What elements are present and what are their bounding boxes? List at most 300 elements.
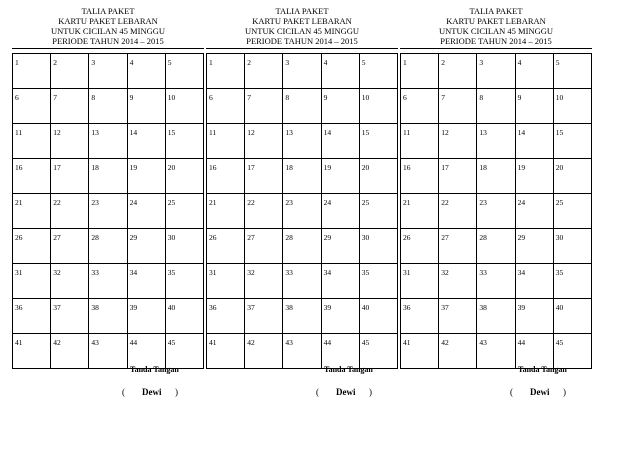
grid-row <box>13 229 204 264</box>
week-number: 25 <box>361 198 370 207</box>
grid-row <box>207 89 398 124</box>
week-number: 13 <box>91 128 99 137</box>
grid-row <box>13 194 204 229</box>
week-cell <box>127 264 165 299</box>
week-cell <box>89 124 127 159</box>
grid-row <box>401 194 592 229</box>
week-number: 29 <box>129 233 138 242</box>
week-cell <box>553 334 591 369</box>
header-line-3: UNTUK CICILAN 45 MINGGU <box>50 26 166 36</box>
week-cell <box>439 194 477 229</box>
week-number: 2 <box>247 58 251 67</box>
week-number: 8 <box>479 93 484 102</box>
week-cell <box>245 159 283 194</box>
header-line-2: KARTU PAKET LEBARAN <box>252 16 352 26</box>
week-cell <box>245 334 283 369</box>
week-number: 25 <box>167 198 176 207</box>
week-number: 44 <box>129 338 138 347</box>
grid-row <box>207 229 398 264</box>
week-cell <box>439 229 477 264</box>
week-cell <box>477 194 515 229</box>
week-number: 14 <box>517 128 526 137</box>
week-number: 39 <box>517 303 526 312</box>
week-cell <box>515 334 553 369</box>
grid-row <box>207 159 398 194</box>
grid-row <box>401 334 592 369</box>
grid-row <box>13 54 204 89</box>
week-cell <box>127 124 165 159</box>
week-cell <box>553 264 591 299</box>
week-number: 14 <box>129 128 138 137</box>
week-number: 20 <box>555 163 564 172</box>
week-number: 24 <box>517 198 526 207</box>
paren-open: ( <box>510 387 513 397</box>
week-cell <box>127 194 165 229</box>
week-number: 28 <box>285 233 293 242</box>
week-number: 40 <box>167 303 176 312</box>
week-cell <box>51 299 89 334</box>
week-number: 17 <box>53 163 61 172</box>
week-number: 18 <box>479 163 487 172</box>
paren-open: ( <box>316 387 319 397</box>
grid-row <box>401 299 592 334</box>
week-cell <box>165 124 203 159</box>
paren-close: ) <box>563 387 566 397</box>
header-line-4: PERIODE TAHUN 2014 – 2015 <box>246 36 358 46</box>
week-cell <box>553 229 591 264</box>
week-number: 40 <box>555 303 564 312</box>
week-number: 37 <box>53 303 61 312</box>
week-number: 22 <box>247 198 255 207</box>
week-cell <box>401 89 439 124</box>
week-number: 17 <box>247 163 255 172</box>
week-number: 32 <box>247 268 255 277</box>
week-cell <box>321 264 359 299</box>
week-number: 4 <box>323 58 328 67</box>
week-number: 42 <box>441 338 449 347</box>
week-number: 35 <box>555 268 564 277</box>
week-number: 45 <box>167 338 176 347</box>
week-cell <box>401 194 439 229</box>
week-cell <box>515 54 553 89</box>
week-cell <box>207 159 245 194</box>
header-line-4: PERIODE TAHUN 2014 – 2015 <box>440 36 552 46</box>
week-cell <box>359 299 397 334</box>
week-cell <box>401 264 439 299</box>
week-cell <box>401 124 439 159</box>
grid-row <box>401 159 592 194</box>
grid-row <box>401 264 592 299</box>
week-cell <box>477 124 515 159</box>
week-number: 1 <box>403 58 407 67</box>
week-cell <box>477 299 515 334</box>
week-number: 44 <box>517 338 526 347</box>
grid-row <box>13 89 204 124</box>
week-cell <box>13 229 51 264</box>
week-cell <box>207 229 245 264</box>
header-line-3: UNTUK CICILAN 45 MINGGU <box>244 26 360 36</box>
week-number: 15 <box>361 128 370 137</box>
week-number: 1 <box>15 58 19 67</box>
week-cell <box>283 89 321 124</box>
week-cell <box>51 54 89 89</box>
grid-row <box>207 334 398 369</box>
week-cell <box>165 159 203 194</box>
week-cell <box>359 124 397 159</box>
week-cell <box>283 334 321 369</box>
grid-row <box>401 124 592 159</box>
week-cell <box>283 54 321 89</box>
week-number: 37 <box>441 303 449 312</box>
week-cell <box>477 334 515 369</box>
week-number: 41 <box>209 338 217 347</box>
week-cell <box>13 264 51 299</box>
week-number: 33 <box>91 268 99 277</box>
header-underline <box>206 48 398 49</box>
week-cell <box>127 334 165 369</box>
week-number: 39 <box>323 303 332 312</box>
week-cell <box>321 89 359 124</box>
week-number: 10 <box>555 93 564 102</box>
week-number: 25 <box>555 198 564 207</box>
week-number: 33 <box>479 268 487 277</box>
week-cell <box>89 334 127 369</box>
week-cell <box>401 159 439 194</box>
week-number: 15 <box>167 128 176 137</box>
week-cell <box>13 89 51 124</box>
week-cell <box>401 334 439 369</box>
week-number: 12 <box>441 128 449 137</box>
week-number: 30 <box>361 233 370 242</box>
week-cell <box>439 334 477 369</box>
week-cell <box>245 54 283 89</box>
week-cell <box>359 159 397 194</box>
week-cell <box>477 54 515 89</box>
week-number: 7 <box>247 93 251 102</box>
week-cell <box>127 89 165 124</box>
card-header <box>12 6 204 46</box>
week-number: 41 <box>15 338 23 347</box>
week-number: 24 <box>323 198 332 207</box>
week-number: 16 <box>15 163 23 172</box>
week-number: 7 <box>441 93 445 102</box>
week-number: 16 <box>209 163 217 172</box>
week-cell <box>283 229 321 264</box>
week-cell <box>165 194 203 229</box>
week-cell <box>283 264 321 299</box>
week-number: 38 <box>285 303 293 312</box>
week-cell <box>13 159 51 194</box>
week-number: 5 <box>167 58 172 67</box>
week-cell <box>127 54 165 89</box>
signature-label: Tanda Tangan <box>130 365 179 374</box>
week-cell <box>515 264 553 299</box>
week-grid <box>400 53 592 369</box>
signature-label: Tanda Tangan <box>518 365 567 374</box>
week-number: 6 <box>403 93 407 102</box>
week-number: 43 <box>91 338 99 347</box>
week-number: 36 <box>15 303 23 312</box>
week-number: 43 <box>479 338 487 347</box>
week-number: 23 <box>479 198 487 207</box>
week-cell <box>321 229 359 264</box>
signer-name: Dewi <box>336 387 356 397</box>
week-number: 30 <box>167 233 176 242</box>
week-cell <box>553 124 591 159</box>
header-line-2: KARTU PAKET LEBARAN <box>58 16 158 26</box>
week-cell <box>245 194 283 229</box>
week-cell <box>359 229 397 264</box>
week-cell <box>401 54 439 89</box>
week-number: 2 <box>53 58 57 67</box>
week-number: 19 <box>323 163 332 172</box>
week-number: 9 <box>517 93 522 102</box>
week-cell <box>165 334 203 369</box>
week-number: 4 <box>129 58 134 67</box>
week-number: 22 <box>441 198 449 207</box>
week-number: 3 <box>479 58 484 67</box>
week-cell <box>439 54 477 89</box>
week-cell <box>321 334 359 369</box>
week-number: 23 <box>285 198 293 207</box>
grid-row <box>13 299 204 334</box>
grid-row <box>13 334 204 369</box>
week-cell <box>553 54 591 89</box>
week-cell <box>127 159 165 194</box>
week-cell <box>439 124 477 159</box>
week-number: 9 <box>129 93 134 102</box>
week-number: 33 <box>285 268 293 277</box>
grid-row <box>207 194 398 229</box>
grid-row <box>207 124 398 159</box>
week-number: 35 <box>361 268 370 277</box>
header-line-1: TALIA PAKET <box>81 6 135 16</box>
week-number: 2 <box>441 58 445 67</box>
week-cell <box>13 334 51 369</box>
week-number: 27 <box>247 233 255 242</box>
week-cell <box>51 124 89 159</box>
week-cell <box>165 229 203 264</box>
week-cell <box>207 89 245 124</box>
week-number: 26 <box>15 233 23 242</box>
paren-close: ) <box>369 387 372 397</box>
week-number: 39 <box>129 303 138 312</box>
week-number: 27 <box>441 233 449 242</box>
week-number: 42 <box>247 338 255 347</box>
grid-row <box>401 229 592 264</box>
week-number: 32 <box>441 268 449 277</box>
week-number: 13 <box>479 128 487 137</box>
week-cell <box>283 194 321 229</box>
week-cell <box>207 299 245 334</box>
week-cell <box>321 159 359 194</box>
signer-name: Dewi <box>530 387 550 397</box>
week-cell <box>89 229 127 264</box>
week-cell <box>51 89 89 124</box>
week-number: 24 <box>129 198 138 207</box>
week-number: 12 <box>53 128 61 137</box>
week-cell <box>13 54 51 89</box>
week-number: 28 <box>91 233 99 242</box>
week-cell <box>13 194 51 229</box>
week-cell <box>89 264 127 299</box>
paren-close: ) <box>175 387 178 397</box>
week-cell <box>477 264 515 299</box>
week-number: 11 <box>15 128 23 137</box>
week-number: 10 <box>167 93 176 102</box>
grid-row <box>207 264 398 299</box>
week-cell <box>477 229 515 264</box>
signer-name: Dewi <box>142 387 162 397</box>
week-cell <box>51 194 89 229</box>
week-cell <box>89 159 127 194</box>
week-cell <box>207 194 245 229</box>
week-number: 20 <box>361 163 370 172</box>
header-line-4: PERIODE TAHUN 2014 – 2015 <box>52 36 164 46</box>
week-number: 42 <box>53 338 61 347</box>
week-number: 32 <box>53 268 61 277</box>
week-number: 19 <box>517 163 526 172</box>
header-underline <box>12 48 204 49</box>
week-number: 45 <box>555 338 564 347</box>
week-number: 17 <box>441 163 449 172</box>
header-line-3: UNTUK CICILAN 45 MINGGU <box>438 26 554 36</box>
week-cell <box>359 264 397 299</box>
week-number: 38 <box>479 303 487 312</box>
week-cell <box>89 299 127 334</box>
week-cell <box>553 299 591 334</box>
week-cell <box>165 299 203 334</box>
week-number: 31 <box>15 268 23 277</box>
week-cell <box>515 299 553 334</box>
week-number: 19 <box>129 163 138 172</box>
week-number: 3 <box>285 58 290 67</box>
week-number: 10 <box>361 93 370 102</box>
week-number: 38 <box>91 303 99 312</box>
week-number: 6 <box>15 93 19 102</box>
week-cell <box>89 194 127 229</box>
week-cell <box>283 299 321 334</box>
week-cell <box>515 229 553 264</box>
week-number: 34 <box>323 268 332 277</box>
week-number: 12 <box>247 128 255 137</box>
week-number: 8 <box>91 93 96 102</box>
week-number: 45 <box>361 338 370 347</box>
week-number: 37 <box>247 303 255 312</box>
week-cell <box>89 54 127 89</box>
week-cell <box>401 229 439 264</box>
week-cell <box>51 159 89 194</box>
week-number: 5 <box>361 58 366 67</box>
week-cell <box>477 89 515 124</box>
week-number: 5 <box>555 58 560 67</box>
week-cell <box>515 89 553 124</box>
week-number: 11 <box>403 128 411 137</box>
week-cell <box>401 299 439 334</box>
week-cell <box>515 159 553 194</box>
week-cell <box>13 299 51 334</box>
week-cell <box>359 334 397 369</box>
week-cell <box>89 89 127 124</box>
week-number: 29 <box>517 233 526 242</box>
week-number: 4 <box>517 58 522 67</box>
week-cell <box>245 124 283 159</box>
week-cell <box>283 124 321 159</box>
week-cell <box>165 264 203 299</box>
week-cell <box>51 229 89 264</box>
week-cell <box>359 89 397 124</box>
week-number: 31 <box>209 268 217 277</box>
week-cell <box>51 264 89 299</box>
week-cell <box>207 334 245 369</box>
week-number: 28 <box>479 233 487 242</box>
week-number: 7 <box>53 93 57 102</box>
week-cell <box>477 159 515 194</box>
week-number: 44 <box>323 338 332 347</box>
week-cell <box>245 299 283 334</box>
card-header <box>206 6 398 46</box>
week-cell <box>245 229 283 264</box>
week-number: 18 <box>91 163 99 172</box>
week-cell <box>515 194 553 229</box>
grid-row <box>401 54 592 89</box>
week-number: 8 <box>285 93 290 102</box>
week-cell <box>283 159 321 194</box>
week-number: 6 <box>209 93 213 102</box>
week-number: 22 <box>53 198 61 207</box>
week-cell <box>207 124 245 159</box>
grid-row <box>13 264 204 299</box>
week-cell <box>245 89 283 124</box>
week-number: 36 <box>403 303 411 312</box>
week-number: 21 <box>15 198 23 207</box>
week-number: 41 <box>403 338 411 347</box>
week-number: 35 <box>167 268 176 277</box>
week-number: 16 <box>403 163 411 172</box>
week-number: 29 <box>323 233 332 242</box>
header-line-1: TALIA PAKET <box>275 6 329 16</box>
week-number: 11 <box>209 128 217 137</box>
week-number: 9 <box>323 93 328 102</box>
week-cell <box>553 194 591 229</box>
week-cell <box>321 124 359 159</box>
week-cell <box>439 89 477 124</box>
header-line-1: TALIA PAKET <box>469 6 523 16</box>
week-grid <box>206 53 398 369</box>
week-cell <box>245 264 283 299</box>
week-cell <box>321 54 359 89</box>
week-number: 13 <box>285 128 293 137</box>
week-number: 3 <box>91 58 96 67</box>
signature-label: Tanda Tangan <box>324 365 373 374</box>
grid-row <box>401 89 592 124</box>
week-number: 21 <box>209 198 217 207</box>
grid-row <box>207 299 398 334</box>
week-number: 26 <box>403 233 411 242</box>
week-cell <box>553 159 591 194</box>
week-number: 27 <box>53 233 61 242</box>
grid-row <box>13 124 204 159</box>
week-number: 1 <box>209 58 213 67</box>
card-header <box>400 6 592 46</box>
week-cell <box>207 264 245 299</box>
week-cell <box>359 54 397 89</box>
week-cell <box>51 334 89 369</box>
week-number: 40 <box>361 303 370 312</box>
paren-open: ( <box>122 387 125 397</box>
header-underline <box>400 48 592 49</box>
week-cell <box>439 299 477 334</box>
